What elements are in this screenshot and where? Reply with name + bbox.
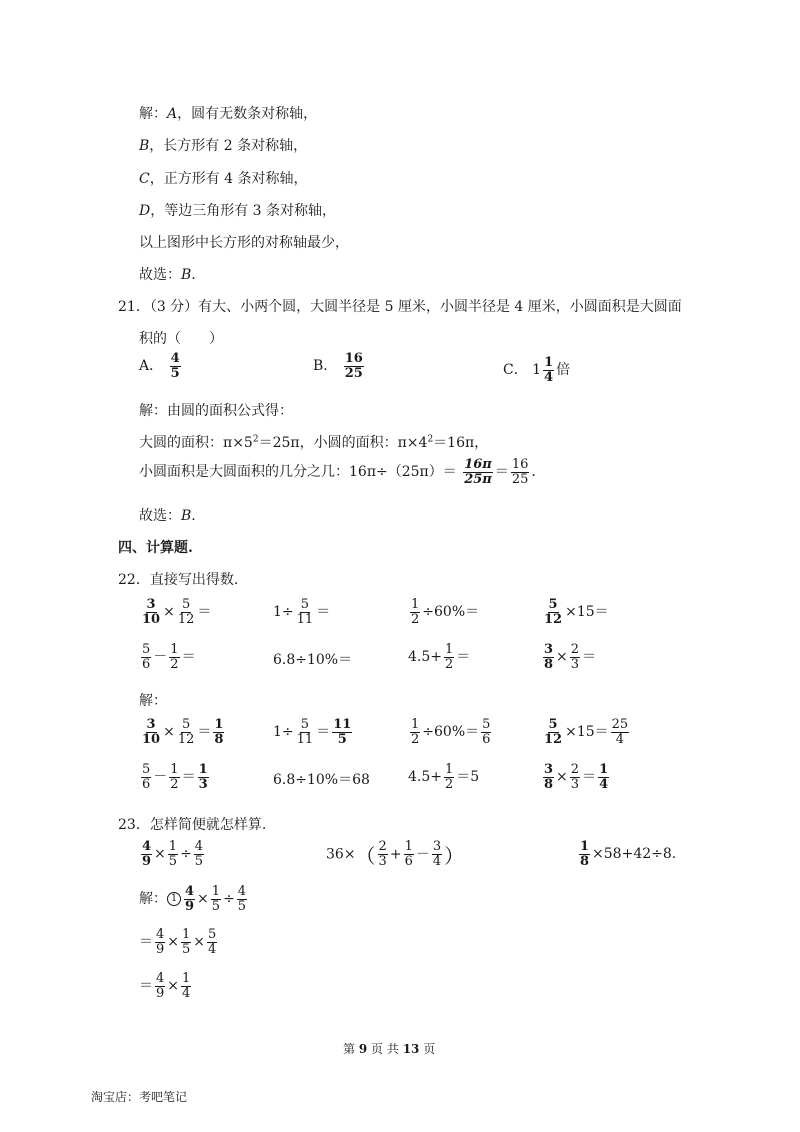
numerator: 1 bbox=[411, 717, 420, 732]
fraction bbox=[181, 928, 191, 956]
denominator: 3 bbox=[570, 776, 580, 792]
answer-letter: B bbox=[181, 508, 192, 524]
numerator: 4 bbox=[237, 884, 247, 899]
fraction bbox=[169, 763, 179, 791]
fraction bbox=[169, 643, 179, 671]
numerator: 1 bbox=[198, 762, 208, 777]
operator: － bbox=[153, 649, 168, 666]
solution-label: 解： bbox=[139, 891, 167, 908]
denominator: 8 bbox=[214, 731, 224, 747]
numerator: 4 bbox=[194, 839, 204, 854]
q22-problem-6: 6.8÷10%＝ bbox=[273, 652, 353, 668]
operator: + bbox=[389, 846, 402, 863]
numerator: 1 bbox=[404, 839, 413, 855]
denominator: 9 bbox=[185, 898, 195, 914]
equals-sign: ＝ bbox=[197, 724, 212, 741]
result-fraction bbox=[332, 718, 352, 746]
operator: × bbox=[556, 649, 568, 666]
q21-answer bbox=[139, 505, 196, 525]
numerator: 5 bbox=[300, 717, 310, 732]
text-segment: 36× bbox=[326, 846, 356, 863]
q22-answer-2 bbox=[273, 718, 354, 746]
fraction bbox=[444, 643, 454, 671]
text-segment: 1÷ bbox=[273, 724, 294, 741]
denominator: 5 bbox=[337, 731, 347, 747]
equals-sign: ＝ bbox=[181, 769, 196, 786]
fraction bbox=[570, 643, 580, 671]
fraction bbox=[444, 763, 454, 791]
result-fraction bbox=[611, 718, 630, 746]
denominator: 12 bbox=[544, 611, 563, 627]
denominator: 4 bbox=[182, 985, 191, 1001]
q22-problem-1 bbox=[139, 598, 211, 626]
numerator: 4 bbox=[156, 971, 165, 986]
numerator: 5 bbox=[300, 597, 310, 612]
operator: × bbox=[167, 934, 180, 951]
denominator: 6 bbox=[142, 776, 151, 792]
operator: － bbox=[415, 846, 430, 863]
numerator: 1 bbox=[580, 839, 590, 854]
denominator: 2 bbox=[170, 656, 179, 672]
denominator: 25 bbox=[344, 365, 363, 381]
numerator: 11 bbox=[333, 717, 352, 732]
numerator: 5 bbox=[208, 927, 217, 942]
numerator: 3 bbox=[544, 642, 554, 657]
text-segment: 大圆的面积：π×5 bbox=[139, 435, 253, 451]
denominator: 4 bbox=[615, 731, 625, 747]
answer-period: . bbox=[191, 267, 196, 283]
numerator: 2 bbox=[570, 762, 580, 777]
operator: ÷ bbox=[180, 846, 192, 863]
q22-answer-5 bbox=[139, 763, 211, 791]
numerator: 1 bbox=[170, 642, 179, 657]
denominator: 2 bbox=[445, 776, 454, 792]
option-label: A． bbox=[139, 358, 164, 375]
period: . bbox=[531, 464, 536, 481]
fraction bbox=[211, 885, 221, 913]
numerator: 5 bbox=[181, 597, 191, 612]
numerator: 1 bbox=[211, 884, 221, 899]
denominator: 3 bbox=[378, 854, 387, 869]
equals-sign: ＝ bbox=[139, 978, 153, 995]
text-segment: ×58+42÷8. bbox=[592, 846, 677, 863]
numerator: 5 bbox=[142, 762, 151, 777]
fraction bbox=[543, 356, 554, 384]
operator: × bbox=[163, 604, 175, 621]
denominator: 9 bbox=[156, 985, 165, 1001]
fraction bbox=[141, 840, 152, 868]
text-segment: ＝5 bbox=[456, 769, 480, 786]
denominator: 8 bbox=[580, 853, 590, 869]
denominator: 5 bbox=[168, 853, 178, 869]
q21-solution-line3 bbox=[139, 458, 536, 486]
denominator: 5 bbox=[211, 898, 221, 914]
option-letter: A bbox=[167, 106, 178, 122]
q23-solution-step-2 bbox=[139, 928, 219, 956]
q23-solution-step-1 bbox=[139, 885, 249, 913]
q22-answer-3 bbox=[408, 718, 493, 746]
q21-option-c bbox=[503, 356, 570, 384]
numerator: 16 bbox=[344, 351, 363, 366]
fraction bbox=[296, 718, 315, 746]
denominator: 8 bbox=[544, 656, 554, 672]
q23-solution-step-3 bbox=[139, 972, 193, 1000]
page-number bbox=[343, 1040, 435, 1057]
fraction bbox=[296, 598, 315, 626]
q20-solution-line-c bbox=[139, 168, 308, 188]
q22-answer-1 bbox=[139, 718, 226, 746]
fraction bbox=[378, 840, 388, 868]
numerator: 4 bbox=[185, 884, 195, 899]
q21-option-b bbox=[313, 352, 366, 380]
numerator: 1 bbox=[170, 762, 179, 777]
text-segment: ×15＝ bbox=[565, 724, 609, 741]
total-pages: 13 bbox=[402, 1042, 420, 1056]
fraction bbox=[432, 840, 442, 868]
operator: × bbox=[197, 891, 209, 908]
equals-sign: ＝ bbox=[316, 724, 331, 741]
denominator: 9 bbox=[142, 853, 152, 869]
fraction bbox=[141, 763, 151, 791]
fraction bbox=[511, 458, 530, 486]
solution-label: 解： bbox=[139, 106, 167, 122]
fraction bbox=[579, 840, 590, 868]
text-segment: ＝16π， bbox=[433, 435, 489, 451]
numerator: 1 bbox=[168, 839, 178, 854]
fraction bbox=[543, 598, 563, 626]
fraction bbox=[141, 643, 151, 671]
equals-sign: ＝ bbox=[582, 769, 597, 786]
fraction bbox=[344, 352, 364, 380]
numerator: 5 bbox=[482, 717, 491, 732]
q22-solution-label: 解： bbox=[139, 693, 167, 709]
fraction bbox=[404, 840, 414, 868]
q21-solution-line2 bbox=[139, 432, 488, 452]
denominator: 2 bbox=[445, 656, 454, 672]
equals-sign: ＝ bbox=[456, 649, 471, 666]
denominator: 4 bbox=[432, 854, 442, 869]
denominator: 2 bbox=[411, 731, 420, 747]
numerator: 16 bbox=[511, 457, 529, 472]
denominator: 5 bbox=[194, 853, 204, 869]
q22-problem-2 bbox=[273, 598, 330, 626]
answer-letter: B bbox=[181, 267, 192, 283]
operator: × bbox=[193, 934, 206, 951]
numerator: 4 bbox=[170, 351, 180, 366]
q20-solution-conclusion: 以上图形中长方形的对称轴最少， bbox=[139, 235, 349, 251]
option-label: B． bbox=[313, 358, 338, 375]
mixed-number bbox=[532, 356, 556, 384]
numerator: 1 bbox=[182, 971, 191, 986]
numerator: 2 bbox=[570, 642, 580, 657]
numerator: 1 bbox=[214, 717, 224, 732]
numerator: 1 bbox=[445, 642, 454, 657]
option-letter: D bbox=[139, 203, 151, 219]
current-page: 9 bbox=[358, 1042, 368, 1056]
fraction bbox=[177, 718, 196, 746]
q22-problem-3 bbox=[408, 598, 479, 626]
denominator: 10 bbox=[142, 611, 161, 627]
fraction bbox=[463, 458, 493, 486]
result-fraction bbox=[598, 763, 609, 791]
denominator: 9 bbox=[156, 941, 165, 957]
option-label: C． bbox=[503, 362, 528, 379]
q20-solution-line-b bbox=[139, 135, 307, 155]
text-segment: ＝25π，小圆的面积：π×4 bbox=[258, 435, 428, 451]
answer-label: 故选： bbox=[139, 267, 181, 283]
text-segment: 页 共 bbox=[371, 1042, 399, 1056]
numerator: 3 bbox=[432, 839, 442, 855]
text-segment: 4.5+ bbox=[408, 769, 442, 786]
section-heading: 四、计算题. bbox=[118, 540, 193, 556]
fraction bbox=[410, 718, 420, 746]
left-paren: （ bbox=[355, 844, 376, 868]
text-segment: ×15＝ bbox=[565, 604, 609, 621]
solution-text: ，正方形有 4 条对称轴， bbox=[149, 171, 308, 187]
denominator: 5 bbox=[170, 365, 180, 381]
q22-answer-4 bbox=[541, 718, 631, 746]
q23-expression-3 bbox=[577, 840, 676, 868]
numerator: 3 bbox=[146, 597, 156, 612]
fraction bbox=[141, 718, 161, 746]
denominator: 11 bbox=[296, 611, 314, 627]
q22-answer-7 bbox=[408, 763, 479, 791]
denominator: 5 bbox=[182, 941, 191, 957]
operator: × bbox=[167, 978, 180, 995]
operator: － bbox=[153, 769, 168, 786]
text-segment: 4.5+ bbox=[408, 649, 442, 666]
fraction bbox=[181, 972, 191, 1000]
q22-title: 22．直接写出得数. bbox=[118, 572, 239, 588]
denominator: 12 bbox=[177, 731, 195, 747]
text-segment: 1÷ bbox=[273, 604, 294, 621]
q22-answer-8 bbox=[541, 763, 611, 791]
q21-question-line2: 积的（ ） bbox=[139, 331, 223, 347]
fraction bbox=[570, 763, 580, 791]
text-segment: 页 bbox=[423, 1042, 436, 1056]
q22-problem-8 bbox=[541, 643, 596, 671]
result-fraction bbox=[198, 763, 209, 791]
denominator: 4 bbox=[208, 941, 217, 957]
numerator: 3 bbox=[544, 762, 554, 777]
operator: × bbox=[154, 846, 166, 863]
denominator: 5 bbox=[237, 898, 247, 914]
q22-answer-6: 6.8÷10%＝68 bbox=[273, 772, 370, 788]
numerator: 5 bbox=[181, 717, 191, 732]
fraction bbox=[155, 972, 165, 1000]
denominator: 6 bbox=[142, 656, 151, 672]
circled-number: 1 bbox=[167, 892, 181, 906]
fraction bbox=[170, 352, 181, 380]
denominator: 4 bbox=[599, 776, 609, 792]
q20-solution-line-a bbox=[139, 103, 317, 123]
answer-label: 故选： bbox=[139, 508, 181, 524]
denominator: 25π bbox=[464, 471, 492, 487]
equals-sign: ＝ bbox=[139, 934, 153, 951]
equals-sign: ＝ bbox=[582, 649, 597, 666]
numerator: 16π bbox=[464, 457, 492, 472]
exponent: 2 bbox=[252, 434, 259, 445]
equals-sign: ＝ bbox=[197, 604, 212, 621]
denominator: 2 bbox=[170, 776, 179, 792]
numerator: 1 bbox=[544, 355, 554, 370]
solution-text: ，长方形有 2 条对称轴， bbox=[149, 138, 308, 154]
text-segment: ÷60%＝ bbox=[422, 604, 480, 621]
answer-period: . bbox=[191, 508, 196, 524]
denominator: 2 bbox=[411, 611, 420, 627]
denominator: 3 bbox=[198, 776, 208, 792]
fraction bbox=[207, 928, 217, 956]
whole-part: 1 bbox=[532, 362, 542, 379]
fraction bbox=[410, 598, 420, 626]
fraction bbox=[237, 885, 247, 913]
operator: ÷ bbox=[223, 891, 235, 908]
q23-expression-2 bbox=[326, 840, 464, 869]
numerator: 3 bbox=[146, 717, 156, 732]
q22-problem-4 bbox=[541, 598, 609, 626]
denominator: 11 bbox=[296, 731, 314, 747]
fraction bbox=[155, 928, 165, 956]
equals-sign: ＝ bbox=[316, 604, 331, 621]
q21-question-line1: 21．（3 分）有大、小两个圆，大圆半径是 5 厘米，小圆半径是 4 厘米，小圆面积是大圆面 bbox=[118, 299, 682, 315]
numerator: 4 bbox=[142, 839, 152, 854]
numerator: 25 bbox=[611, 717, 629, 732]
denominator: 12 bbox=[177, 611, 195, 627]
denominator: 6 bbox=[482, 731, 491, 747]
numerator: 5 bbox=[548, 597, 558, 612]
q21-option-a bbox=[139, 352, 183, 380]
denominator: 4 bbox=[544, 369, 554, 385]
shop-watermark: 淘宝店：考吧笔记 bbox=[91, 1090, 188, 1104]
denominator: 3 bbox=[570, 656, 580, 672]
denominator: 8 bbox=[544, 776, 554, 792]
q20-answer bbox=[139, 264, 196, 284]
denominator: 12 bbox=[544, 731, 563, 747]
q23-title: 23．怎样简便就怎样算. bbox=[118, 817, 267, 833]
solution-text: ，圆有无数条对称轴， bbox=[177, 106, 318, 122]
denominator: 25 bbox=[511, 471, 529, 487]
fraction bbox=[141, 598, 161, 626]
q21-solution-line1: 解：由圆的面积公式得： bbox=[139, 403, 293, 419]
numerator: 1 bbox=[182, 927, 191, 942]
fraction bbox=[177, 598, 196, 626]
fraction bbox=[168, 840, 178, 868]
q20-solution-line-d bbox=[139, 200, 336, 220]
fraction bbox=[543, 718, 563, 746]
result-fraction bbox=[213, 718, 224, 746]
q22-problem-7 bbox=[408, 643, 470, 671]
fraction bbox=[194, 840, 204, 868]
solution-text: ，等边三角形有 3 条对称轴， bbox=[150, 203, 337, 219]
numerator: 2 bbox=[378, 839, 387, 855]
right-paren: ） bbox=[444, 844, 465, 868]
numerator: 1 bbox=[445, 762, 454, 777]
exponent: 2 bbox=[427, 434, 434, 445]
operator: × bbox=[163, 724, 175, 741]
option-letter: C bbox=[139, 171, 150, 187]
text-segment: 第 bbox=[343, 1042, 356, 1056]
option-letter: B bbox=[139, 138, 150, 154]
equals-sign: ＝ bbox=[494, 464, 509, 481]
numerator: 1 bbox=[411, 597, 420, 612]
numerator: 5 bbox=[548, 717, 558, 732]
text-segment: 小圆面积是大圆面积的几分之几：16π÷（25π）＝ bbox=[139, 464, 457, 481]
result-fraction bbox=[481, 718, 491, 746]
numerator: 1 bbox=[599, 762, 609, 777]
numerator: 5 bbox=[142, 642, 151, 657]
q22-problem-5 bbox=[139, 643, 196, 671]
equals-sign: ＝ bbox=[181, 649, 196, 666]
operator: × bbox=[556, 769, 568, 786]
denominator: 6 bbox=[404, 854, 413, 869]
fraction bbox=[543, 763, 554, 791]
denominator: 10 bbox=[142, 731, 161, 747]
fraction bbox=[184, 885, 195, 913]
fraction bbox=[543, 643, 554, 671]
text-segment: ÷60%＝ bbox=[422, 724, 480, 741]
numerator: 4 bbox=[156, 927, 165, 942]
q23-expression-1 bbox=[139, 840, 206, 868]
unit-text: 倍 bbox=[556, 362, 571, 379]
